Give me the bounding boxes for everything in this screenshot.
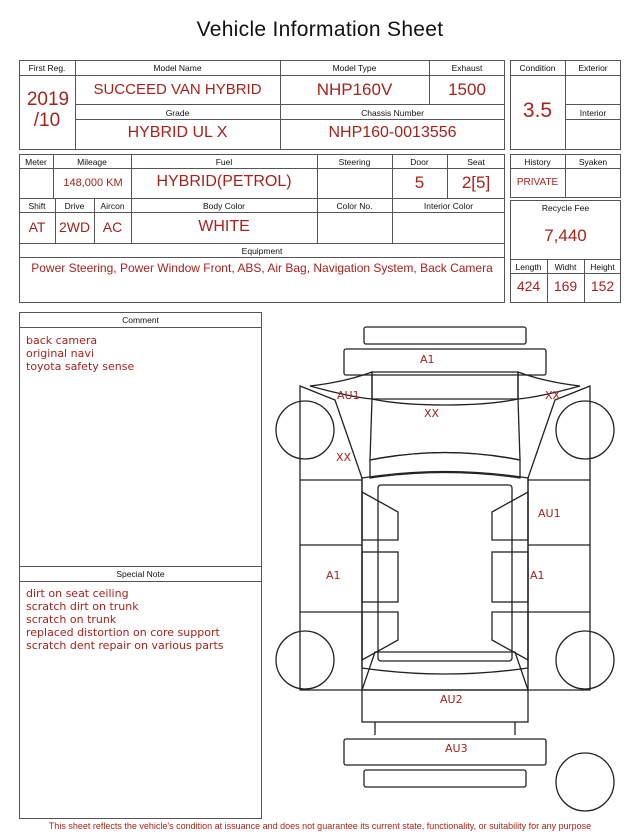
first-reg-label: First Reg. bbox=[28, 63, 66, 73]
mark-rear-hatch: AU2 bbox=[440, 693, 463, 706]
mark-right-rear-door: AU1 bbox=[538, 507, 561, 520]
first-reg-year: 2019 bbox=[26, 89, 70, 110]
color-no-label: Color No. bbox=[336, 201, 373, 211]
width-label: Widht bbox=[554, 262, 577, 272]
special-note-line: scratch dirt on trunk bbox=[26, 600, 139, 613]
door-label: Door bbox=[410, 157, 429, 167]
body-color-value: WHITE bbox=[198, 218, 250, 235]
recycle-value: 7,440 bbox=[544, 226, 587, 245]
exhaust-value: 1500 bbox=[448, 80, 486, 99]
condition-label: Condition bbox=[519, 63, 556, 73]
special-note-line: dirt on seat ceiling bbox=[26, 587, 129, 600]
first-reg-month: /10 bbox=[33, 110, 61, 131]
aircon-label: Aircon bbox=[100, 201, 125, 211]
mileage-value: 148,000 KM bbox=[63, 177, 123, 189]
fuel-value: HYBRID(PETROL) bbox=[156, 173, 292, 190]
mileage-label: Mileage bbox=[77, 157, 107, 167]
mark-hood: XX bbox=[424, 407, 440, 420]
model-type-label: Model Type bbox=[332, 63, 377, 73]
model-type-value: NHP160V bbox=[316, 80, 393, 99]
mark-left-front-fender: AU1 bbox=[337, 389, 360, 402]
special-note-line: scratch on trunk bbox=[26, 613, 117, 626]
sheet-title: Vehicle Information Sheet bbox=[196, 18, 444, 41]
length-label: Length bbox=[515, 262, 542, 272]
steering-label: Steering bbox=[338, 157, 371, 167]
drive-label: Drive bbox=[64, 201, 85, 211]
equipment-label: Equipment bbox=[241, 246, 283, 256]
history-value: PRIVATE bbox=[516, 177, 559, 188]
door-value: 5 bbox=[414, 173, 425, 192]
interior-label: Interior bbox=[579, 108, 607, 118]
condition-value: 3.5 bbox=[522, 99, 553, 122]
special-note-line: replaced distortion on core support bbox=[26, 626, 220, 639]
chassis-label: Chassis Number bbox=[361, 108, 424, 118]
special-note-line: scratch dent repair on various parts bbox=[26, 639, 224, 652]
disclaimer-footer: This sheet reflects the vehicle's condition at issuance and does not guarantee its current state, functionality, or suitability for any purpose bbox=[48, 821, 592, 831]
equipment-value: Power Steering, Power Window Front, ABS, Air Bag, Navigation System, Back Camera bbox=[31, 261, 493, 275]
exterior-label: Exterior bbox=[578, 63, 608, 73]
shift-label: Shift bbox=[28, 201, 46, 211]
length-value: 424 bbox=[516, 278, 541, 294]
comment-line: back camera bbox=[26, 334, 98, 347]
fuel-label: Fuel bbox=[215, 157, 233, 167]
mark-rear-bumper: AU3 bbox=[445, 742, 468, 755]
history-label: History bbox=[524, 157, 551, 167]
width-value: 169 bbox=[553, 278, 578, 294]
seat-label: Seat bbox=[467, 157, 485, 167]
seat-value: 2[5] bbox=[461, 173, 491, 192]
recycle-label: Recycle Fee bbox=[541, 203, 590, 213]
syaken-label: Syaken bbox=[578, 157, 608, 167]
body-color-label: Body Color bbox=[202, 201, 246, 211]
exhaust-label: Exhaust bbox=[451, 63, 483, 73]
special-note-label: Special Note bbox=[116, 569, 165, 579]
drive-value: 2WD bbox=[58, 219, 91, 235]
mark-right-front-fender: XX bbox=[545, 389, 561, 402]
mark-right-rear-quarter: A1 bbox=[530, 569, 545, 582]
mark-front-bumper: A1 bbox=[420, 353, 435, 366]
comment-label: Comment bbox=[122, 315, 159, 325]
meter-label: Meter bbox=[25, 157, 47, 167]
chassis-value: NHP160-0013556 bbox=[328, 124, 457, 141]
grade-label: Grade bbox=[165, 108, 190, 118]
comment-line: toyota safety sense bbox=[26, 360, 135, 373]
shift-value: AT bbox=[28, 219, 46, 235]
mark-left-rear-door: A1 bbox=[326, 569, 341, 582]
model-name-label: Model Name bbox=[153, 63, 202, 73]
grade-value: HYBRID UL X bbox=[127, 124, 228, 141]
model-name-value: SUCCEED VAN HYBRID bbox=[93, 81, 262, 98]
comment-line: original navi bbox=[26, 347, 94, 360]
aircon-value: AC bbox=[102, 219, 123, 235]
height-label: Height bbox=[590, 262, 615, 272]
mark-left-front-door: XX bbox=[336, 451, 352, 464]
height-value: 152 bbox=[590, 278, 615, 294]
interior-color-label: Interior Color bbox=[423, 201, 474, 211]
